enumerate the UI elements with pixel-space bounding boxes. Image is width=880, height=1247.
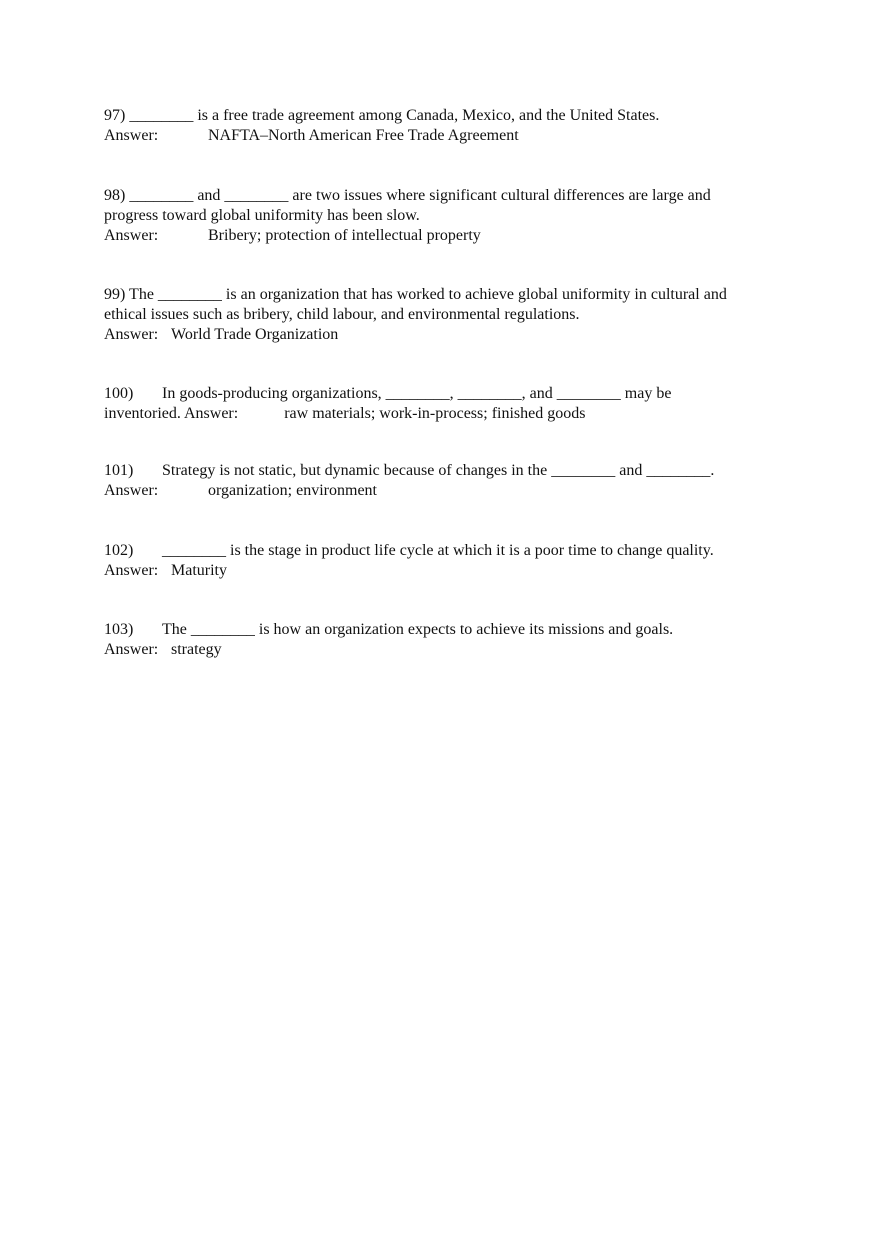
question-text-continued: ethical issues such as bribery, child labour, and environmental regulations. — [104, 306, 580, 323]
answer-label: Answer: — [104, 127, 159, 144]
answer-label: Answer: — [104, 227, 159, 244]
answer-text: Bribery; protection of intellectual property — [208, 227, 481, 244]
question-number: 99) — [104, 286, 126, 303]
question-text: 100) In goods-producing organizations, ________, ________, and ________ may be — [104, 385, 672, 402]
question-text-continued: progress toward global uniformity has been slow. — [104, 207, 420, 224]
question-102 — [104, 541, 794, 581]
question-97 — [104, 106, 794, 146]
question-101 — [104, 461, 794, 501]
question-text: 102) ________ is the stage in product life cycle at which it is a poor time to change quality. — [104, 542, 714, 559]
question-text: 99) The ________ is an organization that has worked to achieve global uniformity in cultural and — [104, 286, 727, 303]
answer-line — [104, 640, 794, 660]
question-text-continued: inventoried. Answer: raw materials; work-in-process; finished goods — [104, 405, 586, 422]
answer-label: Answer: — [104, 562, 159, 579]
question-number: 103) — [104, 621, 134, 638]
question-103 — [104, 620, 794, 660]
question-number: 102) — [104, 542, 134, 559]
question-99 — [104, 285, 794, 345]
answer-label: Answer: — [104, 326, 159, 343]
answer-label: Answer: — [104, 641, 159, 658]
question-number: 97) — [104, 107, 126, 124]
answer-text: Maturity — [171, 562, 227, 579]
question-number: 100) — [104, 385, 134, 402]
question-100 — [104, 384, 794, 424]
question-number: 98) — [104, 187, 126, 204]
answer-text: organization; environment — [208, 482, 377, 499]
question-text: 97) ________ is a free trade agreement among Canada, Mexico, and the United States. — [104, 107, 660, 124]
answer-line — [104, 126, 794, 146]
question-text: 101) Strategy is not static, but dynamic because of changes in the ________ and ________. — [104, 462, 715, 479]
answer-line — [104, 481, 794, 501]
answer-text: strategy — [171, 641, 222, 658]
answer-line — [104, 561, 794, 581]
answer-text: raw materials; work-in-process; finished goods — [284, 405, 586, 422]
answer-text: World Trade Organization — [171, 326, 339, 343]
answer-text: NAFTA–North American Free Trade Agreement — [208, 127, 519, 144]
answer-label: Answer: — [104, 482, 159, 499]
question-number: 101) — [104, 462, 134, 479]
answer-line — [104, 226, 794, 246]
question-text: 103) The ________ is how an organization expects to achieve its missions and goals. — [104, 621, 674, 638]
answer-line — [104, 325, 794, 345]
question-text: 98) ________ and ________ are two issues where significant cultural differences are large and — [104, 187, 711, 204]
question-98 — [104, 186, 794, 246]
